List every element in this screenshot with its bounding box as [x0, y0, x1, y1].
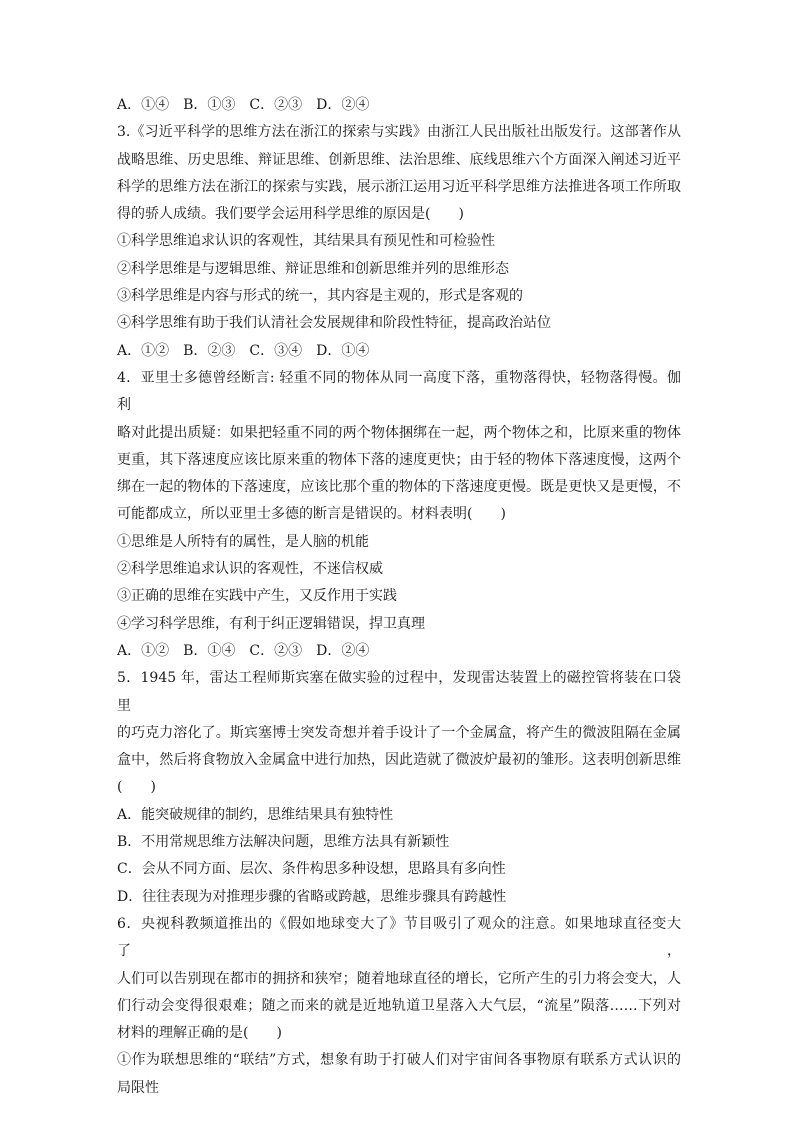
- question-6-stem-line-3: 们行动会变得很艰难；随之而来的就是近地轨道卫星落入大气层，“流星”陨落……下列对: [117, 997, 681, 1014]
- question-4-statement-1: ①思维是人所特有的属性，是人脑的机能: [117, 533, 369, 550]
- question-4-statement-2: ②科学思维追求认识的客观性，不迷信权威: [117, 561, 383, 578]
- question-5-stem-line-4: ( ): [117, 779, 156, 796]
- question-4-stem-line-2: 略对此提出质疑：如果把轻重不同的两个物体捆绑在一起，两个物体之和，比原来重的物体: [117, 424, 681, 441]
- question-3-statement-2: ②科学思维是与逻辑思维、辩证思维和创新思维并列的思维形态: [117, 260, 509, 277]
- question-3-stem-line-3: 科学的思维方法在浙江的探索与实践，展示浙江运用习近平科学思维方法推进各项工作所取: [117, 178, 681, 195]
- question-3-stem-line-2: 战略思维、历史思维、辩证思维、创新思维、法治思维、底线思维六个方面深入阐述习近平: [117, 151, 681, 168]
- answer-options-q2: A．①④ B．①③ C．②③ D．②④: [117, 97, 370, 113]
- document-page: [117, 92, 681, 1102]
- question-4-stem-line-5: 可能都成立，所以亚里士多德的断言是错误的。材料表明( ): [117, 506, 506, 523]
- question-3-statement-4: ④科学思维有助于我们认清社会发展规律和阶段性特征，提高政治站位: [117, 315, 551, 332]
- question-4-statement-4: ④学习科学思维，有利于纠正逻辑错误，捍卫真理: [117, 615, 425, 632]
- question-6-stem-line-4: 材料的理解正确的是( ): [117, 1025, 282, 1042]
- question-6-stem-line-1: 6．央视科教频道推出的《假如地球变大了》节目吸引了观众的注意。如果地球直径变大了，: [117, 915, 681, 960]
- question-6-statement-1: ①作为联想思维的“联结”方式，想象有助于打破人们对宇宙间各事物原有联系方式认识的: [117, 1052, 681, 1069]
- question-4-statement-3: ③正确的思维在实践中产生，又反作用于实践: [117, 588, 397, 605]
- question-3-statement-3: ③科学思维是内容与形式的统一，其内容是主观的，形式是客观的: [117, 288, 523, 305]
- question-5-option-d: D．往往表现为对推理步骤的省略或跨越，思维步骤具有跨越性: [117, 888, 507, 905]
- question-5-stem-line-2: 的巧克力溶化了。斯宾塞博士突发奇想并着手设计了一个金属盒，将产生的微波阻隔在金属: [117, 724, 681, 741]
- question-5-stem-line-3: 盒中，然后将食物放入金属盒中进行加热，因此造就了微波炉最初的雏形。这表明创新思维: [117, 752, 681, 769]
- question-6-statement-1-cont: 局限性: [117, 1079, 159, 1096]
- question-6-stem-line-2: 人们可以告别现在都市的拥挤和狭窄；随着地球直径的增长，它所产生的引力将会变大，人: [117, 970, 681, 987]
- question-5-stem-line-1: 5．1945 年，雷达工程师斯宾塞在做实验的过程中，发现雷达装置上的磁控管将装在口袋里: [117, 670, 681, 714]
- question-4-stem-line-3: 更重，其下落速度应该比原来重的物体下落的速度更快；由于轻的物体下落速度慢，这两个: [117, 451, 681, 468]
- question-5-option-b: B．不用常规思维方法解决问题，思维方法具有新颖性: [117, 834, 450, 851]
- answer-options-q4: A．①② B．①④ C．②③ D．②④: [117, 642, 370, 659]
- question-5-option-a: A．能突破规律的制约，思维结果具有独特性: [117, 806, 394, 823]
- question-3-statement-1: ①科学思维追求认识的客观性，其结果具有预见性和可检验性: [117, 233, 495, 250]
- question-3-stem-line-4: 得的骄人成绩。我们要学会运用科学思维的原因是( ): [117, 206, 464, 223]
- question-4-stem-line-1: 4．亚里士多德曾经断言: 轻重不同的物体从同一高度下落，重物落得快，轻物落得慢。伽利: [117, 369, 681, 414]
- question-5-option-c: C．会从不同方面、层次、条件构思多种设想，思路具有多向性: [117, 861, 506, 878]
- answer-options-q3: A．①② B．②③ C．③④ D．①④: [117, 342, 370, 359]
- question-4-stem-line-4: 绑在一起的物体的下落速度，应该比那个重的物体的下落速度更慢。既是更快又是更慢，不: [117, 479, 681, 496]
- question-3-stem-line-1: 3.《习近平科学的思维方法在浙江的探索与实践》由浙江人民出版社出版发行。这部著作从: [117, 124, 681, 141]
